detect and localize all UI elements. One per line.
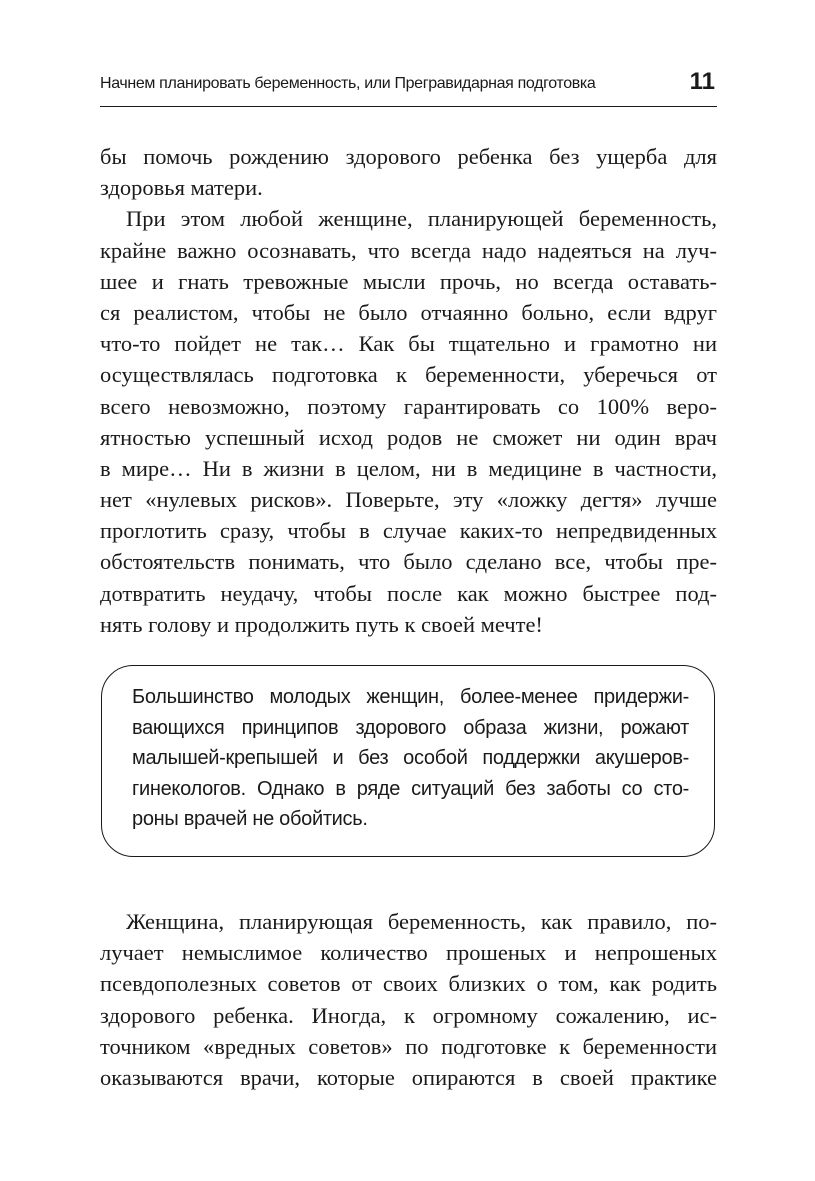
running-header [100,62,717,107]
text-line: обстоятельств понимать, что было сделано все, чтобы пре- [100,549,717,575]
text-line: шее и гнать тревожные мысли прочь, но всегда оставать- [100,268,717,294]
text-line: ятностью успешный исход родов не сможет ни один врач [100,424,717,450]
text-line: дотвратить неудачу, чтобы после как можно быстрее под- [100,580,717,606]
paragraph-advice [100,906,717,1093]
paragraph-realism [100,203,717,640]
text-line: здоровья матери. [100,175,263,201]
callout-line: роны врачей не обойтись. [132,808,368,830]
text-line: в мире… Ни в жизни в целом, ни в медицине в частности, [100,455,717,481]
text-line: бы помочь рождению здорового ребенка без ущерба для [100,144,717,169]
text-line: оказываются врачи, которые опираются в своей практике [100,1064,717,1090]
page-number: 11 [689,68,715,95]
text-line: нять голову и продолжить путь к своей мечте! [100,611,543,637]
text-line: крайне важно осознавать, что всегда надо надеяться на луч- [100,237,717,263]
text-line: осуществлялась подготовка к беременности, уберечься от [100,362,717,388]
text-line: псевдополезных советов от своих близких о том, как родить [100,971,717,997]
text-line: проглотить сразу, чтобы в случае каких-то непредвиденных [100,518,717,544]
text-line: нет «нулевых рисков». Поверьте, эту «ложку дегтя» лучше [100,487,717,513]
paragraph-continuation [100,141,717,203]
text-line: Женщина, планирующая беременность, как правило, по- [126,909,717,934]
callout-line: гинекологов. Однако в ряде ситуаций без заботы со сто- [132,777,689,800]
text-line: что-то пойдет не так… Как бы тщательно и грамотно ни [100,331,717,357]
callout-box [101,665,715,857]
callout-text [132,682,689,835]
text-line: лучает немыслимое количество прошеных и непрошеных [100,940,717,966]
text-line: При этом любой женщине, планирующей беременность, [126,206,717,232]
callout-line: Большинство молодых женщин, более-менее придержи- [132,686,689,708]
text-line: здорового ребенка. Иногда, к огромному сожалению, ис- [100,1002,717,1028]
callout-line: вающихся принципов здорового образа жизни, рожают [132,716,689,739]
running-header-title: Начнем планировать беременность, или Прегравидарная подготовка [100,75,596,92]
text-line: всего невозможно, поэтому гарантировать со 100% веро- [100,393,717,419]
text-line: точником «вредных советов» по подготовке к беременности [100,1033,717,1059]
text-line: ся реалистом, чтобы не было отчаянно больно, если вдруг [100,299,717,325]
callout-line: малышей-крепышей и без особой поддержки акушеров- [132,747,689,769]
